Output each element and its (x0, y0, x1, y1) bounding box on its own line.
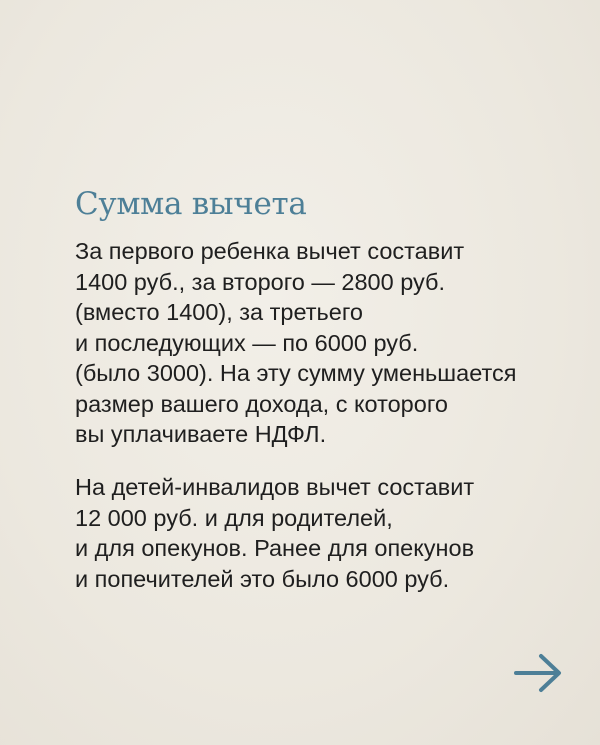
text-line: (было 3000). На эту сумму уменьшается (75, 360, 517, 386)
text-line: и последующих — по 6000 руб. (75, 329, 419, 356)
text-line: (вместо 1400), за третьего (75, 299, 363, 325)
text-line: За первого ребенка вычет составит (75, 238, 465, 264)
text-line: 12 000 руб. и для родителей, (75, 504, 393, 531)
text-line: На детей-инвалидов вычет составит (75, 474, 475, 500)
paragraph-disabled-children (75, 472, 474, 594)
next-slide-button[interactable] (512, 651, 564, 695)
slide-title: Сумма вычета (75, 186, 307, 222)
paragraph-deduction-amounts (75, 236, 516, 450)
text-line: и для опекунов. Ранее для опекунов (75, 535, 475, 561)
arrow-right-icon (512, 651, 564, 695)
text-line: и попечителей это было 6000 руб. (75, 565, 450, 592)
text-line: размер вашего дохода, с которого (75, 390, 448, 417)
text-line: 1400 руб., за второго — 2800 руб. (75, 268, 446, 295)
text-line: вы уплачиваете НДФЛ. (75, 421, 327, 447)
